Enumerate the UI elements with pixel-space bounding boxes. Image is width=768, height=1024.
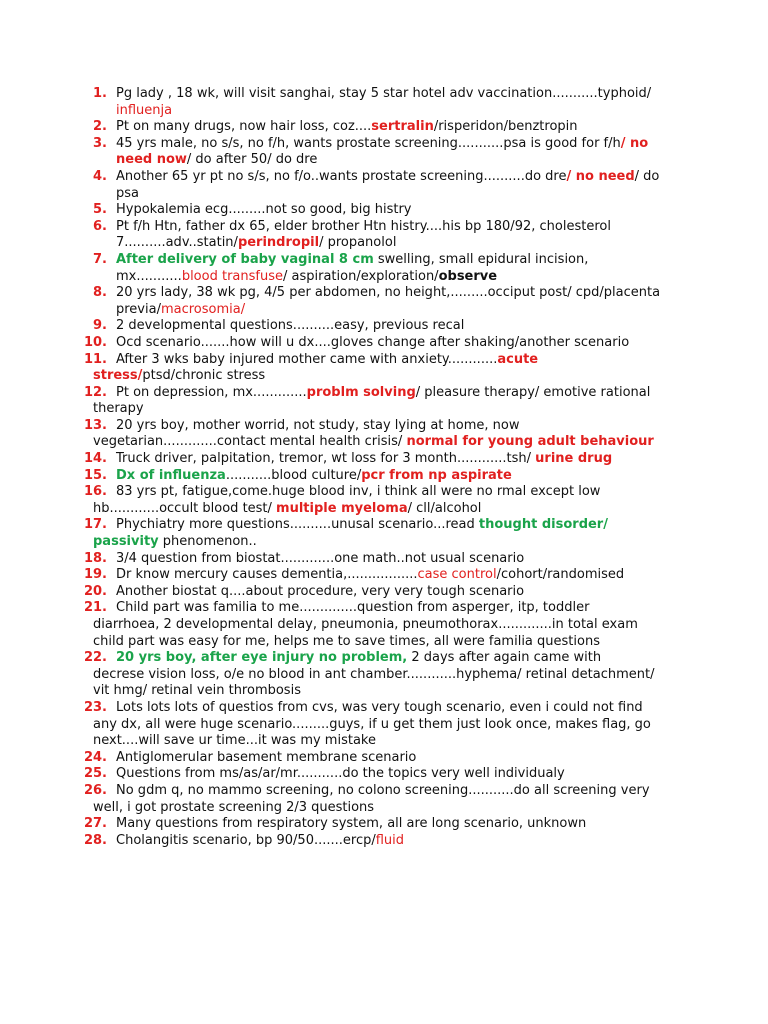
item-text bbox=[93, 700, 655, 750]
item-text-segment: No gdm q, no mammo screening, no colono screening...........do all screening very well, i got prostate screening 2/3 questions bbox=[93, 782, 650, 815]
item-text-segment: Dr know mercury causes dementia,................. bbox=[116, 567, 418, 583]
item-text-segment: /cohort/randomised bbox=[496, 567, 625, 583]
item-text bbox=[93, 750, 655, 767]
list-item bbox=[0, 385, 768, 418]
list-item bbox=[0, 567, 768, 584]
item-number: 8. bbox=[93, 285, 107, 301]
highlighted-answer: blood transfuse bbox=[181, 268, 283, 284]
highlighted-answer: pcr from np aspirate bbox=[361, 467, 512, 483]
list-item bbox=[0, 119, 768, 136]
highlighted-answer: / no need now bbox=[116, 135, 649, 168]
item-text bbox=[116, 252, 678, 285]
item-number: 24. bbox=[83, 749, 107, 765]
list-item bbox=[0, 418, 768, 451]
item-text-segment: Many questions from respiratory system, all are long scenario, unknown bbox=[116, 816, 587, 832]
list-item bbox=[0, 468, 768, 485]
item-number: 12. bbox=[83, 384, 107, 400]
highlighted-answer: observe bbox=[438, 268, 498, 284]
highlighted-answer: normal for young adult behaviour bbox=[406, 434, 654, 450]
item-text-segment: Child part was familia to me..............question from asperger, itp, toddler diarrhoea, 2 developmental delay, pneumonia, pneumothorax.............in total exam child part was easy for me, helps me to save times, all were familia questions bbox=[93, 600, 638, 649]
list-item bbox=[0, 451, 768, 468]
item-text-segment: 20 yrs boy, mother worrid, not study, stay lying at home, now vegetarian.............contact mental health crisis/ bbox=[93, 417, 520, 450]
item-text bbox=[116, 318, 678, 335]
item-text bbox=[93, 335, 655, 352]
item-text bbox=[116, 285, 678, 318]
item-text-segment: After 3 wks baby injured mother came with anxiety............ bbox=[116, 351, 498, 367]
highlighted-answer: perindropil bbox=[237, 235, 320, 251]
item-number: 27. bbox=[83, 816, 107, 832]
item-text-segment: 20 yrs lady, 38 wk pg, 4/5 per abdomen, no height,.........occiput post/ cpd/placenta previa/ bbox=[116, 285, 661, 317]
item-number: 20. bbox=[83, 583, 107, 599]
item-text-segment: Pg lady , 18 wk, will visit sanghai, stay 5 star hotel adv vaccination...........typhoid/ bbox=[116, 86, 652, 101]
item-number: 15. bbox=[83, 467, 107, 483]
list-item bbox=[0, 202, 768, 219]
list-item bbox=[0, 650, 768, 700]
item-text-segment: Truck driver, palpitation, tremor, wt loss for 3 month............tsh/ bbox=[116, 451, 536, 467]
list-item bbox=[0, 766, 768, 783]
list-item bbox=[0, 318, 768, 335]
item-text bbox=[93, 833, 655, 850]
highlighted-answer: 20 yrs boy, after eye injury no problem, bbox=[116, 650, 408, 666]
item-text-segment: 2 days after again came with decrese vision loss, o/e no blood in ant chamber............hyphema/ retinal detachment/ vit hmg/ retinal vein thrombosis bbox=[93, 650, 655, 699]
item-text bbox=[93, 600, 655, 650]
item-text-segment: 45 yrs male, no s/s, no f/h, wants prostate screening...........psa is good for f/h bbox=[116, 135, 621, 151]
item-number: 2. bbox=[93, 119, 107, 135]
item-text-segment: 2 developmental questions..........easy, previous recal bbox=[116, 318, 465, 334]
item-number: 16. bbox=[83, 484, 107, 500]
item-number: 7. bbox=[93, 251, 107, 267]
item-text-segment: Hypokalemia ecg.........not so good, big histry bbox=[116, 202, 412, 218]
list-item bbox=[0, 584, 768, 601]
item-text bbox=[93, 551, 655, 568]
item-number: 18. bbox=[83, 550, 107, 566]
highlighted-answer: multiple myeloma bbox=[276, 500, 408, 516]
list-item bbox=[0, 833, 768, 850]
list-item bbox=[0, 335, 768, 352]
item-text-segment: / do psa bbox=[116, 168, 660, 201]
item-text-segment: / do after 50/ do dre bbox=[186, 152, 318, 168]
item-text-segment: ptsd/chronic stress bbox=[142, 368, 266, 384]
item-number: 3. bbox=[93, 135, 107, 151]
highlighted-answer: sertralin bbox=[371, 119, 434, 135]
item-text-segment: phenomenon.. bbox=[158, 534, 257, 550]
item-text-segment: swelling, small epidural incision, mx........... bbox=[116, 251, 589, 284]
item-text bbox=[116, 202, 678, 219]
item-number: 19. bbox=[83, 567, 107, 583]
highlighted-answer: / no need bbox=[566, 168, 635, 184]
list-item bbox=[0, 169, 768, 202]
item-text bbox=[93, 567, 655, 584]
highlighted-answer: After delivery of baby vaginal 8 cm bbox=[116, 251, 374, 267]
item-number: 10. bbox=[83, 334, 107, 350]
item-text bbox=[93, 766, 655, 783]
list-item bbox=[0, 252, 768, 285]
item-number: 28. bbox=[83, 832, 107, 848]
item-text-segment: 83 yrs pt, fatigue,come.huge blood inv, i think all were no rmal except low hb............occult blood test/ bbox=[93, 484, 601, 516]
item-text-segment: Questions from ms/as/ar/mr...........do the topics very well individualy bbox=[116, 766, 565, 782]
item-text-segment: Another 65 yr pt no s/s, no f/o..wants prostate screening..........do dre bbox=[116, 168, 567, 184]
item-number: 6. bbox=[93, 218, 107, 234]
item-text-segment: Pt on many drugs, now hair loss, coz.... bbox=[116, 119, 372, 135]
item-number: 11. bbox=[83, 351, 107, 367]
item-text bbox=[93, 352, 655, 385]
highlighted-answer: macrosomia/ bbox=[160, 301, 246, 317]
item-number: 23. bbox=[83, 699, 107, 715]
item-number: 4. bbox=[93, 168, 107, 184]
item-text-segment: / propanolol bbox=[319, 235, 397, 251]
item-text-segment: Cholangitis scenario, bp 90/50.......ercp/ bbox=[116, 832, 376, 848]
item-text-segment: Antiglomerular basement membrane scenario bbox=[116, 749, 417, 765]
highlighted-answer: influenja bbox=[116, 102, 173, 118]
item-text-segment: Ocd scenario.......how will u dx....gloves change after shaking/another scenario bbox=[116, 334, 630, 350]
item-text-segment: /risperidon/benztropin bbox=[433, 119, 578, 135]
list-item bbox=[0, 700, 768, 750]
item-text bbox=[93, 517, 655, 550]
item-text-segment: Pt on depression, mx............. bbox=[116, 384, 307, 400]
item-text bbox=[93, 418, 655, 451]
list-item bbox=[0, 750, 768, 767]
item-text bbox=[93, 385, 655, 418]
list-item bbox=[0, 136, 768, 169]
item-text-segment: Pt f/h Htn, father dx 65, elder brother Htn histry....his bp 180/92, cholesterol 7..........adv..statin/ bbox=[116, 218, 611, 251]
item-number: 25. bbox=[83, 766, 107, 782]
highlighted-answer: case control bbox=[417, 567, 497, 583]
list-item bbox=[0, 816, 768, 833]
highlighted-answer: problm solving bbox=[306, 384, 416, 400]
item-text bbox=[116, 169, 678, 202]
highlighted-answer: acute stress/ bbox=[93, 351, 539, 384]
item-number: 17. bbox=[83, 517, 107, 533]
item-number: 22. bbox=[83, 650, 107, 666]
item-text bbox=[93, 783, 655, 816]
item-text-segment: Another biostat q....about procedure, very very tough scenario bbox=[116, 583, 525, 599]
highlighted-answer: thought disorder/ passivity bbox=[93, 517, 608, 550]
item-text-segment: ...........blood culture/ bbox=[225, 467, 362, 483]
item-text bbox=[116, 119, 678, 136]
item-text bbox=[93, 451, 655, 468]
item-text bbox=[93, 468, 655, 485]
item-number: 13. bbox=[83, 417, 107, 433]
highlighted-answer: Dx of influenza bbox=[116, 467, 226, 483]
item-number: 9. bbox=[93, 318, 107, 334]
item-text bbox=[116, 219, 678, 252]
item-text bbox=[116, 136, 678, 169]
item-text-segment: / pleasure therapy/ emotive rational therapy bbox=[93, 384, 651, 417]
item-number: 5. bbox=[93, 202, 107, 218]
item-text-segment: Lots lots lots of questios from cvs, was very tough scenario, even i could not find any dx, all were huge scenario.........guys, if u get them just look once, makes flag, go next....will save ur time...it was my mistake bbox=[93, 699, 651, 749]
list-item bbox=[0, 783, 768, 816]
item-number: 26. bbox=[83, 782, 107, 798]
document-page bbox=[0, 86, 768, 849]
list-item bbox=[0, 285, 768, 318]
list-item bbox=[0, 86, 768, 119]
item-text-segment: / cll/alcohol bbox=[407, 500, 482, 516]
item-text-segment: Phychiatry more questions..........unusal scenario...read bbox=[116, 517, 479, 533]
item-text bbox=[116, 86, 678, 119]
item-number: 14. bbox=[83, 451, 107, 467]
item-text-segment: / aspiration/exploration/ bbox=[282, 268, 439, 284]
list-item bbox=[0, 551, 768, 568]
list-item bbox=[0, 219, 768, 252]
highlighted-answer: urine drug bbox=[535, 451, 613, 467]
list-item bbox=[0, 352, 768, 385]
item-text bbox=[93, 484, 655, 517]
list-item bbox=[0, 600, 768, 650]
list-item bbox=[0, 484, 768, 517]
item-text bbox=[93, 584, 655, 601]
item-number: 21. bbox=[83, 600, 107, 616]
item-number: 1. bbox=[93, 86, 107, 101]
item-text bbox=[93, 816, 655, 833]
list-item bbox=[0, 517, 768, 550]
highlighted-answer: fluid bbox=[375, 832, 405, 848]
item-text bbox=[93, 650, 655, 700]
item-text-segment: 3/4 question from biostat.............one math..not usual scenario bbox=[116, 550, 525, 566]
